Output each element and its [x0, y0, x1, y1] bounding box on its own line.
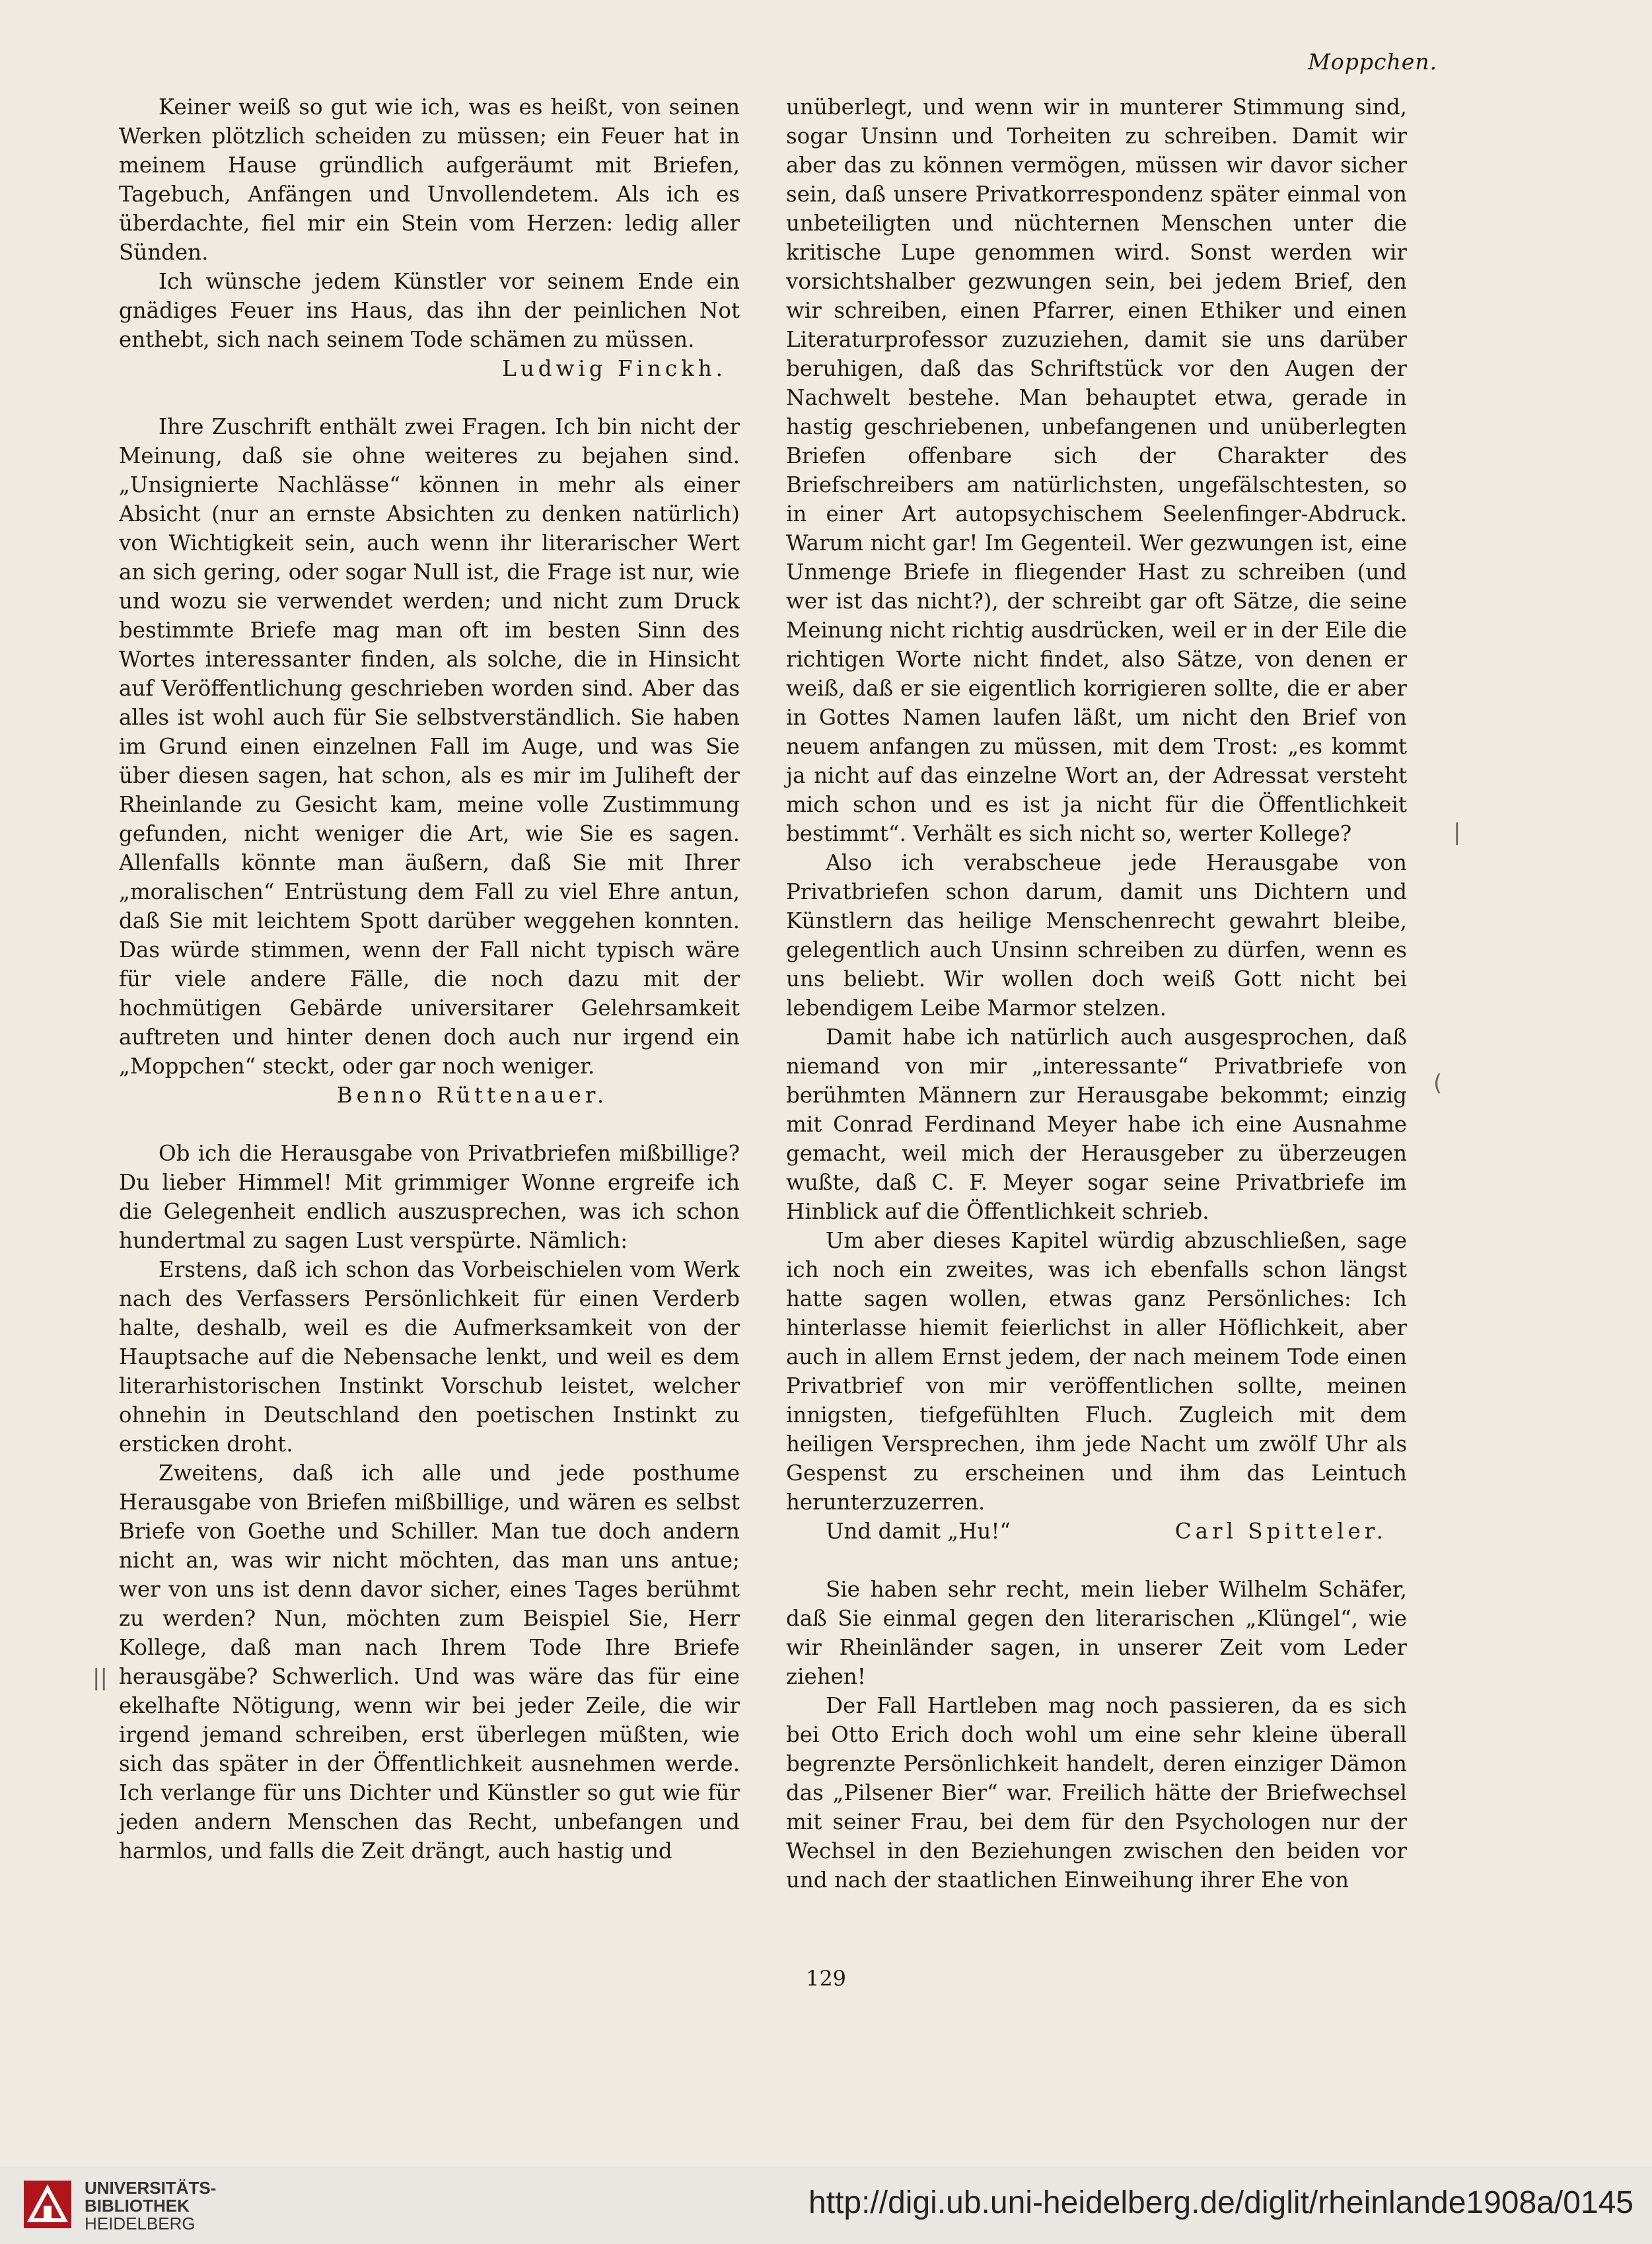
paragraph: Der Fall Hartleben mag noch passieren, da es sich bei Otto Erich doch wohl um eine sehr kleine überall begrenzte Persönlichkeit handelt, deren einziger Dämon das „Pilsener Bier“ war. Freilich hätte der Briefwechsel mit seiner Frau, bei dem für den Psychologen nur der Wechsel in den Beziehungen zwischen den beiden vor und nach der staatlichen Einweihung ihrer Ehe von: [786, 1693, 1407, 1893]
closing-line: [786, 1517, 1407, 1546]
signature-ruettenauer: Benno Rüttenauer.: [336, 1083, 608, 1108]
paragraph: Ich wünsche jedem Künstler vor seinem Ende ein gnädiges Feuer ins Haus, das ihn der peinlichen Not enthebt, sich nach seinem Tode schämen zu müssen.: [119, 269, 740, 352]
margin-pencil-mark: ||: [92, 1665, 108, 1691]
margin-pencil-mark: |: [1453, 819, 1461, 846]
source-url-link[interactable]: http://digi.ub.uni-heidelberg.de/diglit/rheinlande1908a/0145: [808, 2185, 1634, 2220]
library-name: [85, 2179, 216, 2233]
paragraph: Erstens, daß ich schon das Vorbeischielen vom Werk nach des Verfassers Persönlichkeit für einen Verderb halte, deshalb, weil es die Aufmerksamkeit von der Hauptsache auf die Nebensache lenkt, und weil es dem literarhistorischen Instinkt Vorschub leistet, welcher ohnehin in Deutschland den poetischen Instinkt zu ersticken droht.: [119, 1257, 740, 1457]
library-name-line: BIBLIOTHEK: [85, 2196, 190, 2216]
page-number: 129: [805, 1966, 847, 1991]
signature-finckh: Ludwig Finckh.: [502, 356, 727, 381]
paragraph: Um aber dieses Kapitel würdig abzuschließen, sage ich noch ein zweites, was ich ebenfalls schon längst hatte sagen wollen, etwas ganz Persönliches: Ich hinterlasse hiemit feierlichst in aller Höflichkeit, aber auch in allem Ernst jedem, der nach meinem Tode einen Privatbrief von mir veröffentlichen sollte, meinen innigsten, tiefgefühlten Fluch. Zugleich mit dem heiligen Versprechen, ihm jede Nacht um zwölf Uhr als Gespenst zu erscheinen und ihm das Leintuch herunterzuzerren.: [786, 1228, 1407, 1515]
paragraph: Ihre Zuschrift enthält zwei Fragen. Ich bin nicht der Meinung, daß sie ohne weiteres zu bejahen sind. „Unsignierte Nachlässe“ können in mehr als einer Absicht (nur an ernste Absichten zu denken natürlich) von Wichtigkeit sein, auch wenn ihr literarischer Wert an sich gering, oder sogar Null ist, die Frage ist nur, wie und wozu sie verwendet werden; und nicht zum Druck bestimmte Briefe mag man oft im besten Sinn des Wortes interessanter finden, als solche, die in Hinsicht auf Veröffentlichung geschrieben worden sind. Aber das alles ist wohl auch für Sie selbstverständlich. Sie haben im Grund einen einzelnen Fall im Auge, und was Sie über diesen sagen, hat schon, als es mir im Juliheft der Rheinlande zu Gesicht kam, meine volle Zustimmung gefunden, nicht weniger die Art, wie Sie es sagen. Allenfalls könnte man äußern, daß Sie mit Ihrer „moralischen“ Entrüstung dem Fall zu viel Ehre antun, daß Sie mit leichtem Spott darüber weggehen konnten. Das würde stimmen, wenn der Fall nicht typisch wäre für viele andere Fälle, die noch dazu mit der hochmütigen Gebärde universitarer Gelehrsamkeit auftreten und hinter denen doch auch nur irgend ein „Moppchen“ steckt, oder gar noch weniger.: [119, 414, 740, 1079]
paragraph: unüberlegt, und wenn wir in munterer Stimmung sind, sogar Unsinn und Torheiten zu schreiben. Damit wir aber das zu können vermögen, müssen wir davor sicher sein, daß unsere Privatkorrespondenz später einmal von unbeteiligten und nüchternen Menschen unter die kritische Lupe genommen wird. Sonst werden wir vorsichtshalber gezwungen sein, bei jedem Brief, den wir schreiben, einen Pfarrer, einen Ethiker und einen Literaturprofessor zuzuziehen, damit sie uns darüber beruhigen, daß das Schriftstück vor den Augen der Nachwelt bestehe. Man behauptet etwa, gerade in hastig geschriebenen, unbefangenen und unüberlegten Briefen offenbare sich der Charakter des Briefschreibers am natürlichsten, ungefälschtesten, so in einer Art autopsychischem Seelenfinger-Abdruck. Warum nicht gar! Im Gegenteil. Wer gezwungen ist, eine Unmenge Briefe in fliegender Hast zu schreiben (und wer ist das nicht?), der schreibt gar oft Sätze, die seine Meinung nicht richtig ausdrücken, weil er in der Eile die richtigen Worte nicht findet, also Sätze, von denen er weiß, daß er sie eigentlich korrigieren sollte, die er aber in Gottes Namen laufen läßt, um nicht den Brief von neuem anfangen zu müssen, mit dem Trost: „es kommt ja nicht auf das einzelne Wort an, der Adressat versteht mich schon und es ist ja nicht für die Öffentlichkeit bestimmt“. Verhält es sich nicht so, werter Kollege?: [786, 94, 1407, 846]
paragraph: Also ich verabscheue jede Herausgabe von Privatbriefen schon darum, damit uns Dichtern und Künstlern das heilige Menschenrecht gewahrt bleibe, gelegentlich auch Unsinn schreiben zu dürfen, wenn es uns beliebt. Wir wollen doch weiß Gott nicht bei lebendigem Leibe Marmor stelzen.: [786, 850, 1407, 1021]
margin-pencil-mark: (: [1433, 1070, 1443, 1097]
footer-bar: [0, 2167, 1652, 2244]
right-column: [786, 92, 1407, 1895]
signature-spitteler: Carl Spitteler.: [1174, 1519, 1387, 1544]
paragraph: Sie haben sehr recht, mein lieber Wilhelm Schäfer, daß Sie einmal gegen den literarischen „Klüngel“, wie wir Rheinländer sagen, in unserer Zeit vom Leder ziehen!: [786, 1577, 1407, 1689]
closing-text: Und damit „Hu!“: [826, 1519, 1011, 1544]
library-name-line: HEIDELBERG: [85, 2214, 196, 2233]
paragraph: Ob ich die Herausgabe von Privatbriefen mißbillige? Du lieber Himmel! Mit grimmiger Wonne ergreife ich die Gelegenheit endlich auszusprechen, was ich schon hundertmal zu sagen Lust verspürte. Nämlich:: [119, 1141, 740, 1253]
paragraph: Damit habe ich natürlich auch ausgesprochen, daß niemand von mir „interessante“ Privatbriefe von berühmten Männern zur Herausgabe bekommt; einzig mit Conrad Ferdinand Meyer habe ich eine Ausnahme gemacht, weil mich der Herausgeber zu überzeugen wußte, daß C. F. Meyer sogar seine Privatbriefe im Hinblick auf die Öffentlichkeit schrieb.: [786, 1025, 1407, 1224]
paragraph: Keiner weiß so gut wie ich, was es heißt, von seinen Werken plötzlich scheiden zu müssen; ein Feuer hat in meinem Hause gründlich aufgeräumt mit Briefen, Tagebuch, Anfängen und Unvollendetem. Als ich es überdachte, fiel mir ein Stein vom Herzen: ledig aller Sünden.: [119, 94, 740, 265]
library-name-line: UNIVERSITÄTS-: [85, 2178, 217, 2198]
paragraph: Zweitens, daß ich alle und jede posthume Herausgabe von Briefen mißbillige, und wären es selbst Briefe von Goethe und Schiller. Man tue doch andern nicht an, was wir nicht möchten, das man uns antue; wer von uns ist denn davor sicher, eines Tages berühmt zu werden? Nun, möchten zum Beispiel Sie, Herr Kollege, daß man nach Ihrem Tode Ihre Briefe herausgäbe? Schwerlich. Und was wäre das für eine ekelhafte Nötigung, wenn wir bei jeder Zeile, die wir irgend jemand schreiben, erst überlegen müßten, wie sich das später in der Öffentlichkeit ausnehmen werde. Ich verlange für uns Dichter und Künstler so gut wie für jeden andern Menschen das Recht, unbefangen und harmlos, und falls die Zeit drängt, auch hastig und: [119, 1461, 740, 1864]
library-logo-icon: [24, 2181, 71, 2228]
running-head: Moppchen.: [1308, 49, 1437, 75]
left-column: [119, 92, 740, 1865]
